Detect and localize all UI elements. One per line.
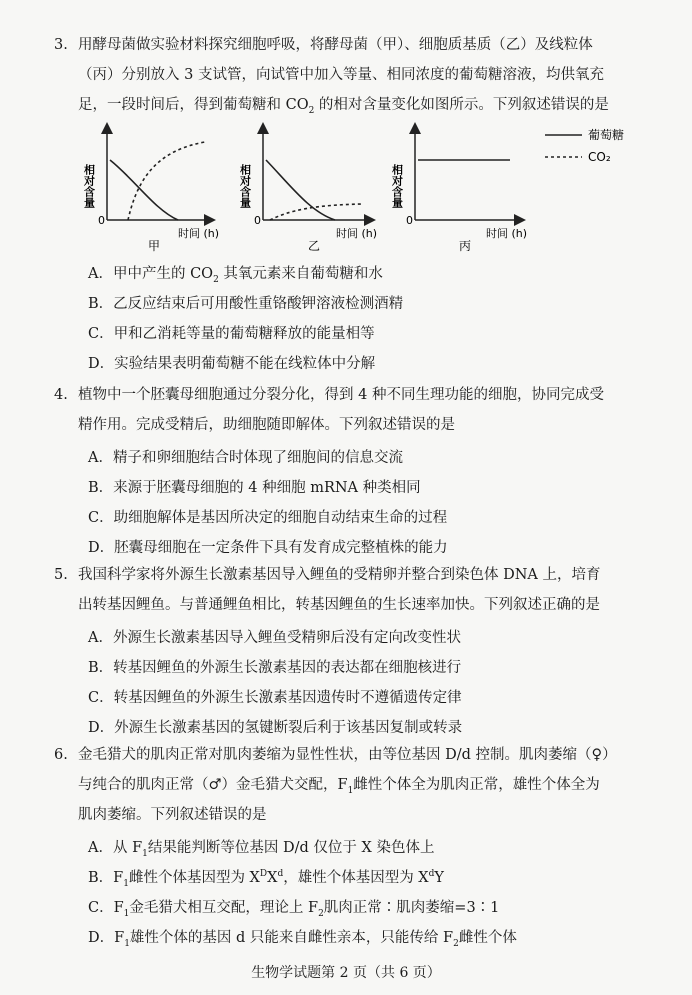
chart-yi-origin: 0 bbox=[254, 214, 261, 227]
q5-option-c[interactable]: C．转基因鲤鱼的外源生长激素基因遗传时不遵循遗传定律 bbox=[88, 690, 462, 706]
q4-option-b[interactable]: B．来源于胚囊母细胞的 4 种细胞 mRNA 种类相同 bbox=[88, 480, 421, 496]
chart-legend bbox=[545, 127, 624, 164]
chart-yi-co2-line bbox=[270, 204, 362, 220]
q6-number: 6. bbox=[54, 747, 68, 763]
chart-jia-title: 甲 bbox=[148, 239, 161, 253]
chart-yi-xlabel: 时间 (h) bbox=[336, 227, 378, 240]
chart-yi-title: 乙 bbox=[308, 239, 321, 253]
q6-stem-line-1: 金毛猎犬的肌肉正常对肌肉萎缩为显性性状，由等位基因 D/d 控制。肌肉萎缩（♀） bbox=[78, 747, 617, 763]
chart-bing-ylabel: 相对含量 bbox=[390, 164, 404, 208]
chart-jia-origin: 0 bbox=[98, 214, 105, 227]
page-footer: 生物学试题第 2 页（共 6 页） bbox=[251, 965, 441, 981]
legend-co2: CO₂ bbox=[588, 150, 611, 164]
chart-bing-origin: 0 bbox=[406, 214, 413, 227]
q4-stem-line-2: 精作用。完成受精后，助细胞随即解体。下列叙述错误的是 bbox=[78, 417, 455, 433]
q5-number: 5. bbox=[54, 567, 68, 583]
q3-stem-line-1: 用酵母菌做实验材料探究细胞呼吸，将酵母菌（甲）、细胞质基质（乙）及线粒体 bbox=[78, 37, 593, 53]
chart-bing-xlabel: 时间 (h) bbox=[486, 227, 528, 240]
q3-option-a[interactable]: A．甲中产生的 $CO_2$ 其氧元素来自葡萄糖和水 bbox=[88, 266, 383, 285]
q4-option-c[interactable]: C．助细胞解体是基因所决定的细胞自动结束生命的过程 bbox=[88, 510, 448, 526]
q5-option-b[interactable]: B．转基因鲤鱼的外源生长激素基因的表达都在细胞核进行 bbox=[88, 660, 462, 676]
q6-stem-line-2: 与纯合的肌肉正常（♂）金毛猎犬交配，$F_1$雌性个体全为肌肉正常，雄性个体全为 bbox=[78, 777, 600, 796]
q5-stem-line-1: 我国科学家将外源生长激素基因导入鲤鱼的受精卵并整合到染色体 DNA 上，培育 bbox=[78, 567, 601, 583]
q3-option-b[interactable]: B．乙反应结束后可用酸性重铬酸钾溶液检测酒精 bbox=[88, 296, 404, 312]
q3-charts-svg bbox=[0, 120, 692, 265]
q3-stem-line-2: （丙）分别放入 3 支试管，向试管中加入等量、相同浓度的葡萄糖溶液，均供氧充 bbox=[78, 67, 604, 83]
chart-jia-ylabel: 相对含量 bbox=[82, 164, 96, 208]
q6-stem-line-3: 肌肉萎缩。下列叙述错误的是 bbox=[78, 807, 267, 823]
chart-bing-title: 丙 bbox=[459, 239, 472, 253]
q6-option-a[interactable]: A．从 $F_1$结果能判断等位基因 D/d 仅位于 X 染色体上 bbox=[88, 840, 435, 859]
q4-option-d[interactable]: D．胚囊母细胞在一定条件下具有发育成完整植株的能力 bbox=[88, 540, 448, 556]
chart-jia-co2-line bbox=[128, 142, 205, 220]
q3-stem-line-3: 足，一段时间后，得到葡萄糖和 $CO_2$ 的相对含量变化如图所示。下列叙述错误的是 bbox=[78, 97, 609, 116]
q4-stem-line-1: 植物中一个胚囊母细胞通过分裂分化，得到 4 种不同生理功能的细胞，协同完成受 bbox=[78, 387, 604, 403]
q3-option-d[interactable]: D．实验结果表明葡萄糖不能在线粒体中分解 bbox=[88, 356, 376, 372]
q4-number: 4. bbox=[54, 387, 68, 403]
q5-option-d[interactable]: D．外源生长激素基因的氢键断裂后利于该基因复制或转录 bbox=[88, 720, 463, 736]
q3-figure bbox=[0, 120, 692, 265]
chart-yi bbox=[239, 128, 378, 253]
chart-jia bbox=[83, 128, 220, 253]
q6-option-d[interactable]: D．$F_1$雄性个体的基因 d 只能来自雌性亲本，只能传给 $F_2$雌性个体 bbox=[88, 930, 517, 949]
chart-jia-glucose-line bbox=[110, 160, 178, 220]
chart-yi-glucose-line bbox=[266, 160, 335, 220]
q3-option-c[interactable]: C．甲和乙消耗等量的葡萄糖释放的能量相等 bbox=[88, 326, 375, 342]
q4-option-a[interactable]: A．精子和卵细胞结合时体现了细胞间的信息交流 bbox=[88, 450, 403, 466]
chart-bing bbox=[391, 128, 528, 253]
q6-option-c[interactable]: C．$F_1$金毛猎犬相互交配，理论上 $F_2$肌肉正常∶肌肉萎缩=3∶1 bbox=[88, 900, 500, 919]
q5-stem-line-2: 出转基因鲤鱼。与普通鲤鱼相比，转基因鲤鱼的生长速率加快。下列叙述正确的是 bbox=[78, 597, 600, 613]
q3-number: 3. bbox=[54, 37, 68, 53]
q5-option-a[interactable]: A．外源生长激素基因导入鲤鱼受精卵后没有定向改变性状 bbox=[88, 630, 461, 646]
chart-yi-ylabel: 相对含量 bbox=[238, 164, 252, 208]
q6-option-b[interactable]: B．$F_1$雌性个体基因型为 $X^DX^d$，雄性个体基因型为 $X^dY$ bbox=[88, 869, 444, 889]
chart-jia-xlabel: 时间 (h) bbox=[178, 227, 220, 240]
legend-glucose: 葡萄糖 bbox=[588, 128, 625, 142]
